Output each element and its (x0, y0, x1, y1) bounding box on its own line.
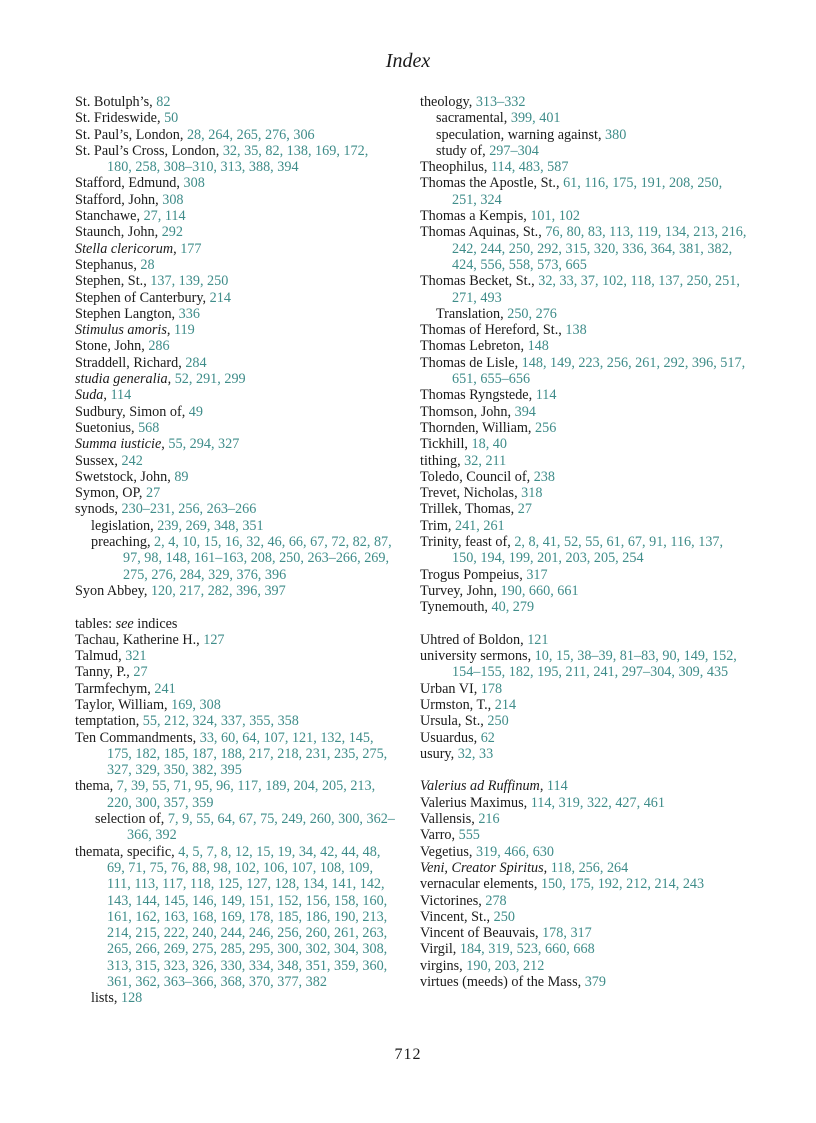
page-references[interactable]: 250 (493, 908, 515, 925)
index-entry: St. Paul’s, London, 28, 264, 265, 276, 306 (75, 126, 315, 143)
page-references[interactable]: 7, 9, 55, 64, 67, 75, 249, 260, 300, 362–366, 392 (127, 811, 395, 844)
entry-heading: Stafford, John (75, 191, 156, 208)
entry-heading: temptation (75, 713, 136, 730)
index-entry: themata, specific, 4, 5, 7, 8, 12, 15, 19, 34, 42, 44, 48, 69, 71, 75, 76, 88, 98, 102, 106, 107, 108, 109, 111, 113, 117, 118, 125, 127, 128, 134, 141, 142, 143, 144, 145, 146, 149, 151, 152, 156, 158, 160, 161, 162, 163, 168, 169, 178, 185, 186, 190, 213, 214, 215, 222, 240, 244, 246, 256, 260, 261, 263, 265, 266, 269, 275, 285, 295, 300, 302, 304, 308, 313, 315, 323, 326, 330, 334, 348, 351, 359, 360, 361, 362, 363–366, 368, 370, 377, 382 (75, 843, 388, 991)
page-references[interactable]: 178, 317 (542, 925, 592, 942)
entry-heading: Stella clericorum (75, 240, 174, 257)
entry-heading: Thomas of Hereford, St. (420, 322, 559, 339)
page-references[interactable]: 177 (180, 240, 202, 257)
index-entry: Trevet, Nicholas, 318 (420, 485, 543, 502)
entry-heading: Swetstock, John (75, 468, 168, 485)
page-references[interactable]: 286 (148, 338, 170, 355)
index-entry: Thomas de Lisle, 148, 149, 223, 256, 261, 292, 396, 517, 651, 655–656 (420, 354, 746, 388)
index-entry: Usuardus, 62 (420, 729, 495, 746)
entry-heading: Stephen, St. (75, 273, 144, 290)
index-entry: Thomas Becket, St., 32, 33, 37, 102, 118, 137, 250, 251, 271, 493 (420, 273, 740, 306)
page-references[interactable]: 321 (125, 648, 147, 665)
page-references[interactable]: 313–332 (475, 94, 526, 110)
index-entry: Swetstock, John, 89 (75, 468, 189, 485)
page-references[interactable]: 27, 114 (143, 208, 186, 225)
entry-heading: Uhtred of Boldon (420, 631, 521, 648)
index-entry: theology, 313–332 (420, 94, 526, 110)
entry-heading: St. Frideswide (75, 110, 157, 127)
page-references[interactable]: 40, 279 (491, 599, 535, 616)
entry-heading: Suetonius (75, 419, 131, 436)
index-entry: Stephen of Canterbury, 214 (75, 289, 231, 306)
index-entry: Victorines, 278 (420, 892, 507, 909)
index-entry: Stafford, Edmund, 308 (75, 175, 205, 192)
entry-heading: Stone, John (75, 338, 142, 355)
entry-heading: Thomas de Lisle (420, 354, 515, 371)
index-entry: Thomas of Hereford, St., 138 (420, 322, 587, 339)
entry-heading: Tanny, P. (75, 664, 127, 681)
page-references[interactable]: 555 (458, 827, 480, 844)
index-entry: synods, 230–231, 256, 263–266 (75, 501, 257, 518)
index-entry: Thomas a Kempis, 101, 102 (420, 208, 580, 225)
index-entry: virgins, 190, 203, 212 (420, 957, 545, 974)
index-subentry: Translation, 250, 276 (436, 305, 557, 322)
entry-heading: Tickhill (420, 436, 465, 453)
page-references[interactable]: 178 (480, 680, 503, 697)
entry-heading: Turvey, John (420, 582, 494, 599)
index-entry: Trogus Pompeius, 317 (420, 566, 548, 583)
page-references[interactable]: 32, 33 (457, 745, 494, 762)
index-subentry: speculation, warning against, 380 (436, 126, 627, 143)
entry-heading: Trillek, Thomas (420, 501, 511, 518)
index-entry: Urmston, T., 214 (420, 696, 517, 713)
entry-heading: Tachau, Katherine H. (75, 631, 197, 648)
page-references[interactable]: 127 (203, 631, 225, 648)
entry-heading: vernacular elements (420, 876, 534, 893)
index-entry: tithing, 32, 211 (420, 452, 507, 469)
index-entry: Suda, 114 (75, 387, 132, 404)
index-entry: Syon Abbey, 120, 217, 282, 396, 397 (75, 582, 286, 599)
entry-heading: St. Paul’s, London (75, 126, 180, 143)
page-references[interactable]: 230–231, 256, 263–266 (121, 501, 257, 518)
entry-heading: Stephen Langton (75, 305, 172, 322)
entry-heading: sacramental (436, 110, 504, 127)
entry-heading: Tynemouth (420, 599, 485, 616)
entry-heading: Trevet, Nicholas (420, 485, 515, 502)
page-references[interactable]: 27 (133, 664, 148, 681)
page-references[interactable]: 55, 212, 324, 337, 355, 358 (142, 713, 299, 730)
entry-heading: Valerius Maximus (420, 794, 524, 811)
index-entry: Vincent, St., 250 (420, 908, 515, 925)
entry-heading: virgins (420, 957, 460, 974)
page-references[interactable]: 32, 211 (464, 452, 507, 469)
index-entry: Vallensis, 216 (420, 811, 500, 828)
page-references[interactable]: 394 (514, 403, 536, 420)
page-references[interactable]: 49 (188, 403, 203, 420)
page-references[interactable]: 89 (174, 468, 189, 485)
page-references[interactable]: 32, 33, 37, 102, 118, 137, 250, 251, 271, 493 (452, 273, 740, 306)
index-entry: St. Paul’s Cross, London, 32, 35, 82, 138, 169, 172, 180, 258, 308–310, 313, 388, 394 (75, 142, 369, 176)
index-entry: Thomas the Apostle, St., 61, 116, 175, 191, 208, 250, 251, 324 (420, 175, 723, 208)
entry-heading: Varro (420, 827, 452, 844)
page-references[interactable]: 169, 308 (171, 696, 221, 713)
index-entry: Talmud, 321 (75, 648, 147, 665)
entry-heading: themata, specific (75, 843, 172, 860)
page-references[interactable]: 241 (154, 680, 176, 697)
page-references[interactable]: 2, 8, 41, 52, 55, 61, 67, 91, 116, 137, 150, 194, 199, 201, 203, 205, 254 (452, 534, 724, 567)
entry-heading: study of (436, 142, 483, 159)
index-entry: Toledo, Council of, 238 (420, 468, 555, 485)
entry-heading: Straddell, Richard (75, 354, 179, 371)
index-subentry: lists, 128 (91, 990, 143, 1007)
entry-heading: Thornden, William (420, 419, 528, 436)
page-number: 712 (394, 1046, 422, 1063)
entry-heading: Talmud (75, 648, 119, 665)
page-references[interactable]: 114, 319, 322, 427, 461 (530, 794, 665, 811)
index-entry: Stephen, St., 137, 139, 250 (75, 273, 229, 290)
index-entry: Uhtred of Boldon, 121 (420, 631, 549, 648)
page-references[interactable]: 336 (178, 305, 200, 322)
page-references[interactable]: 28 (140, 256, 155, 273)
entry-heading: Sudbury, Simon of (75, 403, 182, 420)
page-references[interactable]: 297–304 (489, 142, 539, 159)
page-references[interactable]: 379 (584, 974, 606, 991)
index-entry: St. Frideswide, 50 (75, 110, 179, 127)
entry-heading: Trinity, feast of (420, 534, 508, 551)
page-references[interactable]: 292 (161, 224, 183, 241)
entry-heading: Valerius ad Ruffinum (420, 778, 540, 795)
index-entry: Thornden, William, 256 (420, 419, 557, 436)
entry-heading: Usuardus (420, 729, 474, 746)
page-references[interactable]: 82 (156, 94, 171, 110)
index-entry: Thomas Aquinas, St., 76, 80, 83, 113, 119, 134, 213, 216, 242, 244, 250, 292, 315, 320, 336, 364, 381, 382, 424, 556, 558, 573, 665 (420, 224, 747, 273)
see-reference-target[interactable]: indices (137, 615, 178, 632)
index-entry: Tachau, Katherine H., 127 (75, 631, 225, 648)
page-references[interactable]: 27 (517, 501, 532, 518)
index-entry: Vincent of Beauvais, 178, 317 (420, 925, 592, 942)
page-references[interactable]: 27 (145, 485, 161, 502)
index-entry: St. Botulph’s, 82 (75, 94, 171, 110)
page-references[interactable]: 114 (535, 387, 557, 404)
entry-heading: studia generalia (75, 371, 168, 388)
index-subentry: legislation, 239, 269, 348, 351 (91, 517, 264, 534)
page-references[interactable]: 119 (173, 322, 195, 339)
entry-heading: Taylor, William (75, 696, 165, 713)
index-entry: Tanny, P., 27 (75, 664, 148, 681)
entry-heading: Stanchawe (75, 208, 137, 225)
index-entry: Valerius Maximus, 114, 319, 322, 427, 461 (420, 794, 665, 811)
entry-heading: speculation, warning against (436, 126, 598, 143)
entry-heading: St. Paul’s Cross, London (75, 142, 216, 159)
entry-heading: tables (75, 615, 109, 632)
index-column-left (75, 94, 395, 1007)
index-entry: thema, 7, 39, 55, 71, 95, 96, 117, 189, 204, 205, 213, 220, 300, 357, 359 (75, 778, 376, 811)
index-entry: Tynemouth, 40, 279 (420, 599, 535, 616)
letter-gap (420, 616, 750, 632)
page-references[interactable]: 32, 35, 82, 138, 169, 172, 180, 258, 308–310, 313, 388, 394 (107, 142, 369, 176)
index-entry: Vegetius, 319, 466, 630 (420, 843, 554, 860)
index-entry: Thomas Ryngstede, 114 (420, 387, 557, 404)
page-references[interactable]: 50 (164, 110, 179, 127)
index-entry: Suetonius, 568 (75, 419, 160, 436)
page-references[interactable]: 121 (527, 631, 549, 648)
page-references[interactable]: 10, 15, 38–39, 81–83, 90, 149, 152, 154–155, 182, 195, 211, 241, 297–304, 309, 435 (452, 648, 737, 681)
index-entry: Veni, Creator Spiritus, 118, 256, 264 (420, 859, 629, 876)
page-references[interactable]: 184, 319, 523, 660, 668 (459, 941, 595, 958)
page-references[interactable]: 61, 116, 175, 191, 208, 250, 251, 324 (452, 175, 723, 208)
page-references[interactable]: 18, 40 (471, 436, 507, 453)
letter-gap (420, 762, 750, 778)
page-references[interactable]: 150, 175, 192, 212, 214, 243 (540, 876, 705, 893)
page-title: Index (385, 50, 431, 72)
entry-heading: Vegetius (420, 843, 469, 860)
index-entry: Ten Commandments, 33, 60, 64, 107, 121, 132, 145, 175, 182, 185, 187, 188, 217, 218, 231, 235, 275, 327, 329, 350, 382, 395 (75, 729, 388, 779)
entry-heading: Stimulus amoris (75, 322, 167, 339)
index-entry: Ursula, St., 250 (420, 713, 509, 730)
index-entry: vernacular elements, 150, 175, 192, 212, 214, 243 (420, 876, 705, 893)
entry-heading: theology (420, 94, 469, 110)
page-references[interactable]: 250, 276 (507, 305, 557, 322)
entry-heading: Victorines (420, 892, 479, 909)
page-references[interactable]: 128 (120, 990, 143, 1007)
page-references[interactable]: 33, 60, 64, 107, 121, 132, 145, 175, 182, 185, 187, 188, 217, 218, 231, 235, 275, 327, 329, 350, 382, 395 (107, 729, 388, 779)
index-subentry: sacramental, 399, 401 (436, 110, 561, 127)
page-references[interactable]: 148 (527, 338, 549, 355)
entry-heading: Thomas Lebreton (420, 338, 521, 355)
page-references[interactable]: 138 (565, 322, 587, 339)
page-references[interactable]: 114 (110, 387, 132, 404)
entry-heading: synods (75, 501, 115, 518)
entry-heading: Trogus Pompeius (420, 566, 520, 583)
index-entry: tables: see indices (75, 615, 178, 632)
letter-gap (75, 599, 395, 615)
page-references[interactable]: 308 (162, 191, 184, 208)
index-entry: Theophilus, 114, 483, 587 (420, 159, 569, 176)
entry-heading: Staunch, John (75, 224, 155, 241)
entry-heading: university sermons (420, 648, 528, 665)
page-references[interactable]: 399, 401 (510, 110, 561, 127)
index-entry: temptation, 55, 212, 324, 337, 355, 358 (75, 713, 299, 730)
entry-heading: Toledo, Council of (420, 468, 527, 485)
index-entry: Stephen Langton, 336 (75, 305, 200, 322)
index-entry: Symon, OP, 27 (75, 485, 161, 502)
index-entry: Urban VI, 178 (420, 680, 503, 697)
index-entry: Varro, 555 (420, 827, 480, 844)
index-entry: Trillek, Thomas, 27 (420, 501, 532, 518)
index-entry: Trim, 241, 261 (420, 517, 505, 534)
index-entry: Sussex, 242 (75, 452, 143, 469)
entry-heading: preaching (91, 534, 147, 551)
entry-heading: Stephen of Canterbury (75, 289, 203, 306)
entry-heading: Stafford, Edmund (75, 175, 177, 192)
index-entry: Taylor, William, 169, 308 (75, 696, 221, 713)
page-references[interactable]: 239, 269, 348, 351 (157, 517, 264, 534)
entry-heading: Theophilus (420, 159, 484, 176)
entry-heading: Syon Abbey (75, 582, 144, 599)
page-references[interactable]: 190, 660, 661 (500, 582, 579, 599)
index-entry: Summa iusticie, 55, 294, 327 (75, 436, 240, 453)
index-entry: virtues (meeds) of the Mass, 379 (420, 974, 606, 991)
index-entry: Sudbury, Simon of, 49 (75, 403, 203, 420)
index-entry: usury, 32, 33 (420, 745, 494, 762)
index-entry: Trinity, feast of, 2, 8, 41, 52, 55, 61, 67, 91, 116, 137, 150, 194, 199, 201, 203, 205, 254 (420, 534, 724, 567)
page-references[interactable]: 7, 39, 55, 71, 95, 96, 117, 189, 204, 205, 213, 220, 300, 357, 359 (107, 778, 376, 811)
entry-heading: Summa iusticie (75, 436, 162, 453)
index-entry: Stimulus amoris, 119 (75, 322, 195, 339)
entry-heading: St. Botulph’s (75, 94, 150, 110)
page-references[interactable]: 380 (605, 126, 627, 143)
page-references[interactable]: 214 (494, 696, 517, 713)
entry-heading: Tarmfechym (75, 680, 148, 697)
page-references[interactable]: 318 (521, 485, 543, 502)
page-references[interactable]: 120, 217, 282, 396, 397 (150, 582, 286, 599)
index-entry: Straddell, Richard, 284 (75, 354, 207, 371)
entry-heading: Thomas Ryngstede (420, 387, 529, 404)
see-reference-label: see (115, 615, 134, 632)
entry-heading: usury (420, 745, 451, 762)
entry-heading: thema (75, 778, 110, 795)
page-references[interactable]: 137, 139, 250 (150, 273, 229, 290)
entry-heading: Urmston, T. (420, 696, 488, 713)
entry-heading: Vincent of Beauvais (420, 925, 535, 942)
page-references[interactable]: 55, 294, 327 (168, 436, 240, 453)
entry-heading: virtues (meeds) of the Mass (420, 974, 578, 991)
page-references[interactable]: 148, 149, 223, 256, 261, 292, 396, 517, 651, 655–656 (452, 354, 746, 388)
page-references[interactable]: 250 (487, 713, 509, 730)
page-references[interactable]: 190, 203, 212 (466, 957, 545, 974)
index-column-right (420, 94, 750, 990)
page-references[interactable]: 238 (533, 468, 555, 485)
index-entry: studia generalia, 52, 291, 299 (75, 371, 246, 388)
page-references[interactable]: 214 (209, 289, 231, 306)
page-references[interactable]: 2, 4, 10, 15, 16, 32, 46, 66, 67, 72, 82, 87, 97, 98, 148, 161–163, 208, 250, 263–266, 269, 275, 276, 284, 329, 376, 396 (123, 534, 392, 583)
index-subentry: selection of, 7, 9, 55, 64, 67, 75, 249, 260, 300, 362–366, 392 (95, 811, 395, 844)
page-references[interactable]: 216 (478, 811, 500, 828)
entry-heading: Thomas the Apostle, St. (420, 175, 556, 192)
page-references[interactable]: 317 (526, 566, 548, 583)
page-references[interactable]: 118, 256, 264 (550, 859, 629, 876)
index-subentry: preaching, 2, 4, 10, 15, 16, 32, 46, 66, 67, 72, 82, 87, 97, 98, 148, 161–163, 208, 250, 263–266, 269, 275, 276, 284, 329, 376, 396 (91, 534, 392, 583)
index-entry: Stephanus, 28 (75, 256, 155, 273)
index-entry: Valerius ad Ruffinum, 114 (420, 778, 568, 795)
entry-heading: Ursula, St. (420, 713, 481, 730)
entry-heading: Trim (420, 517, 448, 534)
entry-heading: Vincent, St. (420, 908, 487, 925)
page-references[interactable]: 101, 102 (530, 208, 580, 225)
entry-heading: Urban VI (420, 680, 474, 697)
entry-heading: Translation (436, 305, 501, 322)
entry-heading: Vallensis (420, 811, 472, 828)
page-references[interactable]: 28, 264, 265, 276, 306 (186, 126, 315, 143)
entry-heading: Symon, OP (75, 485, 139, 502)
entry-heading: Thomas Aquinas, St. (420, 224, 539, 241)
index-entry: Stanchawe, 27, 114 (75, 208, 186, 225)
index-entry: Stone, John, 286 (75, 338, 170, 355)
page-references[interactable]: 256 (535, 419, 557, 436)
index-entry: university sermons, 10, 15, 38–39, 81–83, 90, 149, 152, 154–155, 182, 195, 211, 241, 297–304, 309, 435 (420, 648, 737, 681)
index-entry: Tarmfechym, 241 (75, 680, 176, 697)
entry-heading: Veni, Creator Spiritus (420, 859, 544, 876)
index-entry: Turvey, John, 190, 660, 661 (420, 582, 579, 599)
entry-heading: Thomas a Kempis (420, 208, 524, 225)
index-entry: Tickhill, 18, 40 (420, 436, 507, 453)
index-entry: Thomson, John, 394 (420, 403, 536, 420)
entry-heading: Stephanus (75, 256, 134, 273)
entry-heading: Sussex (75, 452, 115, 469)
entry-heading: tithing (420, 452, 458, 469)
index-subentry: study of, 297–304 (436, 142, 539, 159)
page-references[interactable]: 278 (485, 892, 507, 909)
entry-heading: Suda (75, 387, 104, 404)
index-entry: Virgil, 184, 319, 523, 660, 668 (420, 941, 595, 958)
entry-heading: Thomson, John (420, 403, 508, 420)
page-references[interactable]: 319, 466, 630 (475, 843, 554, 860)
index-entry: Stafford, John, 308 (75, 191, 184, 208)
index-entry: Stella clericorum, 177 (75, 240, 202, 257)
page-references[interactable]: 241, 261 (454, 517, 505, 534)
entry-heading: selection of (95, 811, 161, 828)
page-references[interactable]: 308 (183, 175, 205, 192)
page-references[interactable]: 52, 291, 299 (174, 371, 246, 388)
entry-heading: Virgil (420, 941, 453, 958)
entry-heading: Ten Commandments (75, 729, 193, 746)
page-references[interactable]: 284 (185, 354, 207, 371)
entry-heading: legislation (91, 517, 151, 534)
entry-heading: lists (91, 990, 114, 1007)
index-entry: Staunch, John, 292 (75, 224, 183, 241)
page-references[interactable]: 4, 5, 7, 8, 12, 15, 19, 34, 42, 44, 48, 69, 71, 75, 76, 88, 98, 102, 106, 107, 108, 109, 111, 113, 117, 118, 125, 127, 128, 134, 141, 142, 143, 144, 145, 146, 149, 151, 152, 156, 158, 160, 161, 162, 163, 168, 169, 178, 185, 186, 190, 213, 214, 215, 222, 240, 244, 246, 256, 260, 261, 263, 265, 266, 269, 275, 285, 295, 300, 302, 304, 308, 313, 315, 323, 326, 330, 334, 348, 351, 359, 360, 361, 362, 363–366, 368, 370, 377, 382 (107, 843, 388, 991)
page-references[interactable]: 568 (138, 419, 160, 436)
page-references[interactable]: 76, 80, 83, 113, 119, 134, 213, 216, 242, 244, 250, 292, 315, 320, 336, 364, 381, 382, 424, 556, 558, 573, 665 (452, 224, 747, 273)
index-entry: Thomas Lebreton, 148 (420, 338, 549, 355)
page-references[interactable]: 114, 483, 587 (490, 159, 569, 176)
page-references[interactable]: 114 (546, 778, 568, 795)
entry-heading: Thomas Becket, St. (420, 273, 532, 290)
page-references[interactable]: 62 (480, 729, 495, 746)
page-references[interactable]: 242 (121, 452, 143, 469)
